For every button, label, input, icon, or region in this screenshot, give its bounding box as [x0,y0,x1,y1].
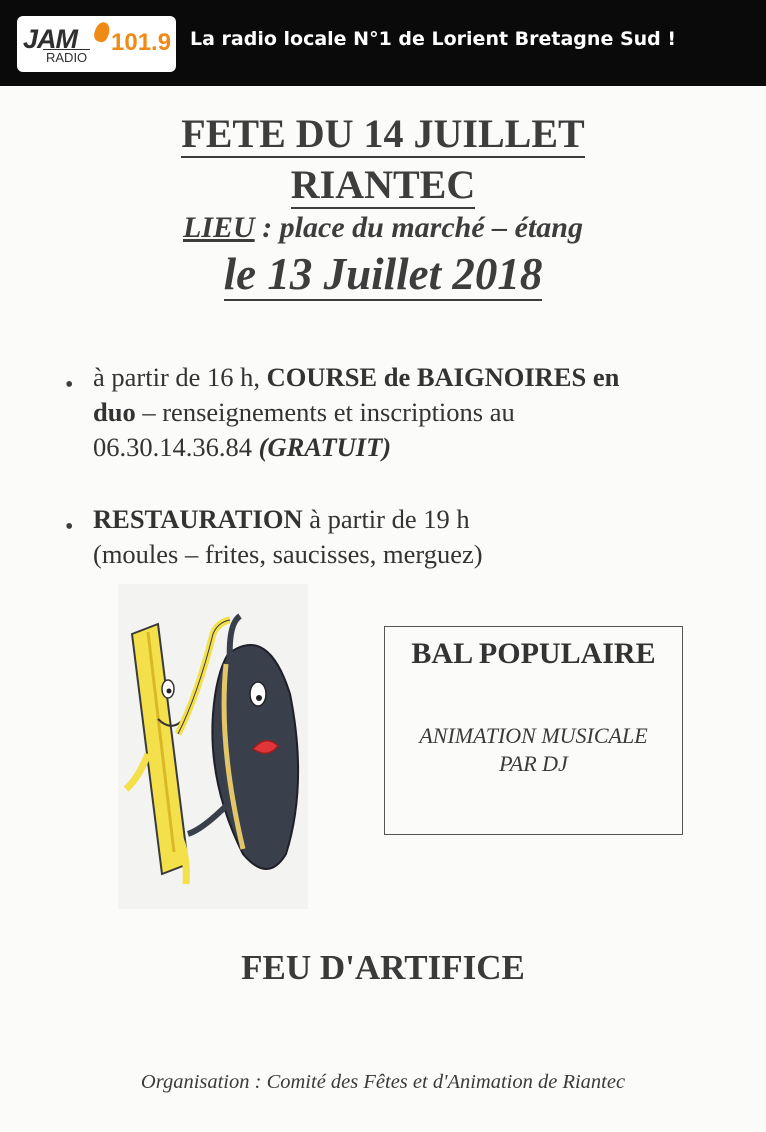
header-tagline: La radio locale N°1 de Lorient Bretagne Sud ! [190,28,677,50]
poster-title: FETE DU 14 JUILLET [181,111,585,156]
box-subtitle-line2: PAR DJ [499,751,568,776]
logo-frequency: 101.9 [111,29,172,56]
poster-location [0,211,766,245]
logo-radio-label: RADIO [43,49,90,65]
logo-brand: JAM [23,24,78,54]
organisation-footer: Organisation : Comité des Fêtes et d'Animation de Riantec [140,1071,626,1093]
box-subtitle-line1: ANIMATION MUSICALE [419,723,648,748]
bullet-dot: • [65,514,74,540]
poster-town: RIANTEC [290,162,476,207]
event-item-restauration: RESTAURATION à partir de 19 h (moules – frites, saucisses, merguez) [93,504,483,569]
location-value: : place du marché – étang [254,211,583,244]
fireworks-heading: FEU D'ARTIFICE [241,948,525,987]
flame-icon [92,20,111,43]
event-item-bathtub-race: à partir de 16 h, COURSE de BAIGNOIRES en duo – renseignements et inscriptions au 06.30.14.36.84 (GRATUIT) [93,362,620,462]
location-label: LIEU [183,211,255,244]
header-bar [0,0,766,86]
fries-mussel-illustration [118,584,308,909]
radio-logo[interactable] [17,16,176,72]
poster-date: le 13 Juillet 2018 [223,249,543,299]
box-title: BAL POPULAIRE [411,637,656,670]
bullet-dot: • [65,372,74,398]
bal-populaire-box [384,626,683,835]
